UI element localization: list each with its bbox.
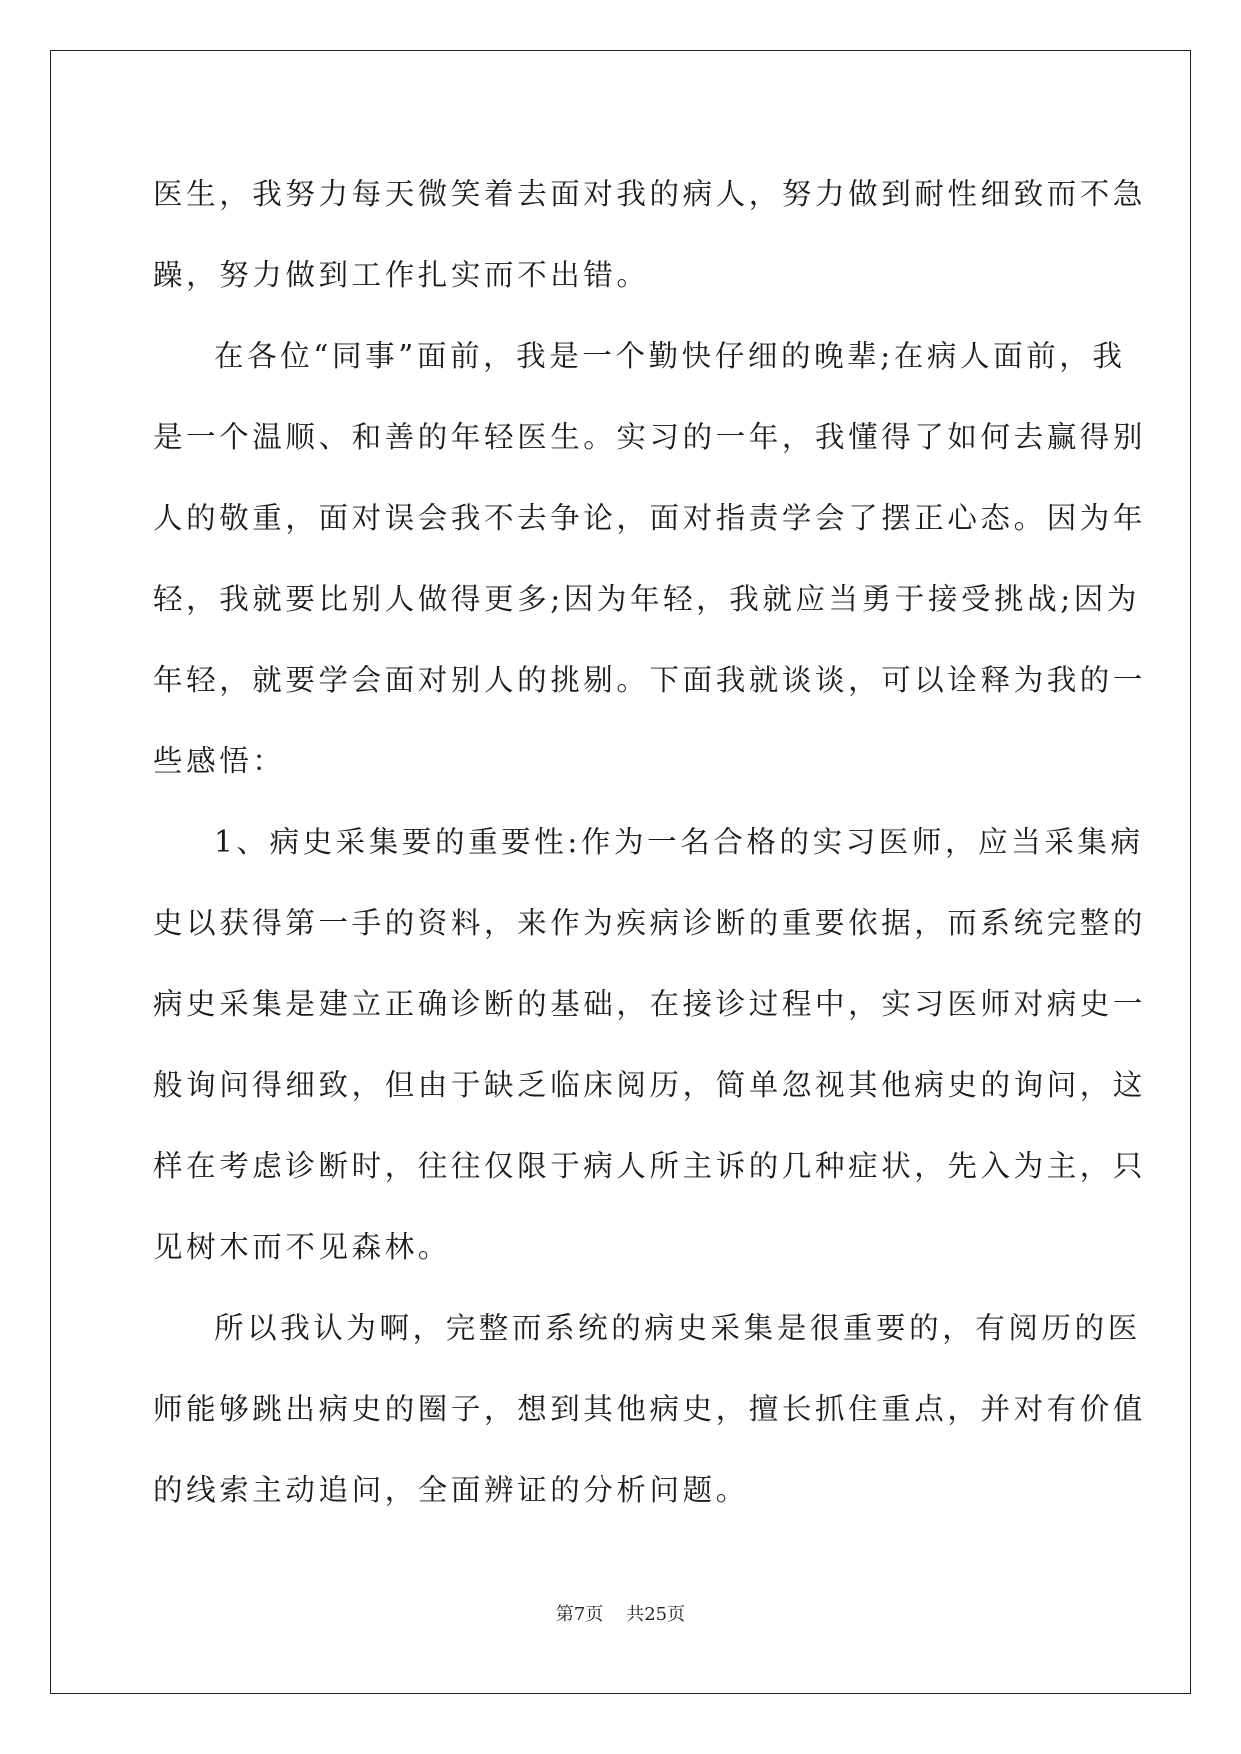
paragraph xyxy=(153,1288,1147,1531)
text-line: 人的敬重，面对误会我不去争论，面对指责学会了摆正心态。因为年 xyxy=(153,501,1147,535)
document-body xyxy=(153,154,1147,1531)
text-line: 些感悟： xyxy=(153,744,286,778)
current-page-number: 第7页 xyxy=(555,1604,604,1625)
text-line: 病史采集是建立正确诊断的基础，在接诊过程中，实习医师对病史一 xyxy=(153,987,1147,1021)
paragraph xyxy=(153,316,1147,802)
text-line: 年轻，就要学会面对别人的挑剔。下面我就谈谈，可以诠释为我的一 xyxy=(153,663,1147,697)
text-line: 轻，我就要比别人做得更多;因为年轻，我就应当勇于接受挑战;因为 xyxy=(153,582,1140,616)
text-line: 的线索主动追问，全面辨证的分析问题。 xyxy=(153,1473,749,1507)
text-line: 般询问得细致，但由于缺乏临床阅历，简单忽视其他病史的询问，这 xyxy=(153,1068,1147,1102)
footer-gap xyxy=(603,1604,626,1625)
text-line: 所以我认为啊，完整而系统的病史采集是很重要的，有阅历的医 xyxy=(214,1311,1141,1345)
text-line: 师能够跳出病史的圈子，想到其他病史，擅长抓住重点，并对有价值 xyxy=(153,1392,1147,1426)
text-line: 见树木而不见森林。 xyxy=(153,1230,451,1264)
page-footer xyxy=(0,1603,1241,1627)
text-line: 是一个温顺、和善的年轻医生。实习的一年，我懂得了如何去赢得别 xyxy=(153,420,1147,454)
text-line: 在各位“同事”面前，我是一个勤快仔细的晚辈;在病人面前，我 xyxy=(214,339,1126,373)
paragraph xyxy=(153,154,1147,316)
text-line: 样在考虑诊断时，往往仅限于病人所主诉的几种症状，先入为主，只 xyxy=(153,1149,1147,1183)
paragraph xyxy=(153,802,1147,1288)
text-line: 医生，我努力每天微笑着去面对我的病人，努力做到耐性细致而不急 xyxy=(153,177,1147,211)
text-line: 1、病史采集要的重要性:作为一名合格的实习医师，应当采集病 xyxy=(214,825,1144,859)
total-page-count: 共25页 xyxy=(626,1604,686,1625)
text-line: 躁，努力做到工作扎实而不出错。 xyxy=(153,258,650,292)
text-line: 史以获得第一手的资料，来作为疾病诊断的重要依据，而系统完整的 xyxy=(153,906,1147,940)
